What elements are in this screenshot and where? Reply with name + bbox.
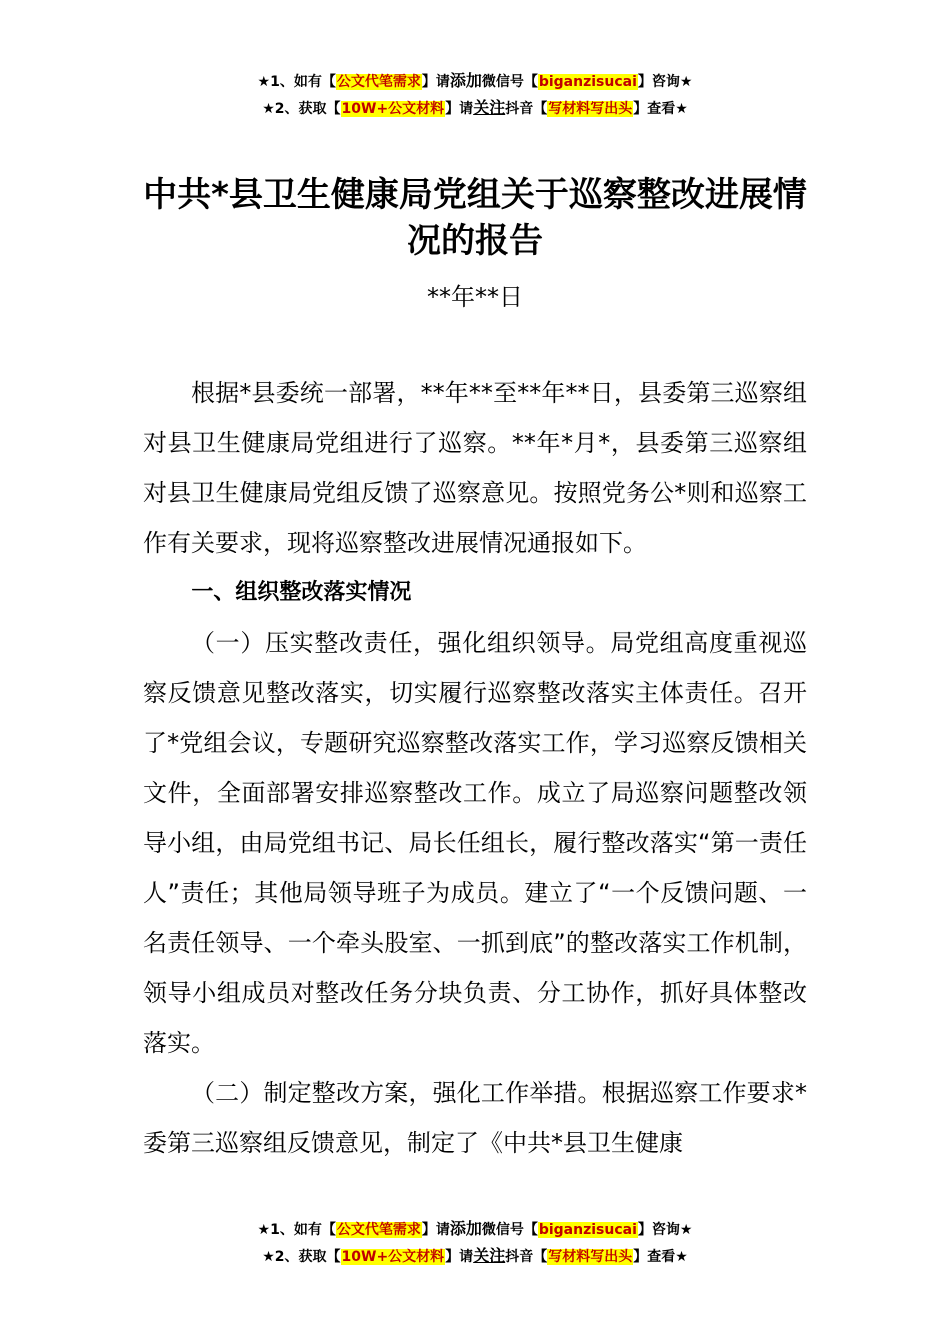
banner-emphasis: 关注 <box>473 98 506 117</box>
banner-text: 】查看★ <box>633 1249 688 1265</box>
document-body <box>143 368 807 1168</box>
banner-emphasis: 关注 <box>473 1246 506 1265</box>
top-banner <box>0 68 950 122</box>
banner-line-1 <box>0 1216 950 1243</box>
banner-text: 抖音【 <box>505 101 548 117</box>
body-paragraph: （一）压实整改责任，强化组织领导。局党组高度重视巡察反馈意见整改落实，切实履行巡察整改落实主体责任。召开了*党组会议，专题研究巡察整改落实工作，学习巡察反馈相关文件，全面部署安排巡察整改工作。成立了局巡察问题整改领导小组，由局党组书记、局长任组长，履行整改落实“第一责任人”责任；其他局领导班子为成员。建立了“一个反馈问题、一名责任领导、一个牵头股室、一抓到底”的整改落实工作机制，领导小组成员对整改任务分块负责、分工协作，抓好具体整改落实。 <box>143 629 807 1057</box>
body-paragraph: （二）制定整改方案，强化工作举措。根据巡察工作要求*委第三巡察组反馈意见，制定了《中共*县卫生健康 <box>143 1079 807 1157</box>
banner-text: ★1、如有【 <box>257 1222 336 1238</box>
banner-text: ★2、获取【 <box>262 1249 341 1265</box>
banner-highlight: 10W+公文材料 <box>341 101 445 117</box>
banner-text: 】查看★ <box>633 101 688 117</box>
banner-highlight-wechat: biganzisucai <box>538 1222 637 1238</box>
banner-text: ★1、如有【 <box>257 74 336 90</box>
banner-highlight: 公文代笔需求 <box>336 74 421 90</box>
banner-text: 】咨询★ <box>637 74 693 90</box>
section-heading: 一、组织整改落实情况 <box>191 580 412 605</box>
banner-text: 】请 <box>421 74 450 90</box>
banner-emphasis: 添加 <box>449 1219 482 1238</box>
banner-text: 微信号【 <box>481 1222 538 1238</box>
document-date: **年**日 <box>427 283 523 311</box>
banner-highlight-wechat: biganzisucai <box>538 74 637 90</box>
banner-text: 】请 <box>445 101 474 117</box>
banner-highlight-douyin: 写材料写出头 <box>548 101 633 117</box>
banner-text: 抖音【 <box>505 1249 548 1265</box>
document-title: 中共*县卫生健康局党组关于巡察整改进展情况的报告 <box>143 175 807 261</box>
banner-line-2 <box>0 95 950 122</box>
banner-highlight: 10W+公文材料 <box>341 1249 445 1265</box>
banner-text: 】请 <box>445 1249 474 1265</box>
banner-emphasis: 添加 <box>449 71 482 90</box>
banner-text: 微信号【 <box>481 74 538 90</box>
intro-paragraph: 根据*县委统一部署，**年**至**年**日，县委第三巡察组对县卫生健康局党组进行了巡察。**年*月*，县委第三巡察组对县卫生健康局党组反馈了巡察意见。按照党务公*则和巡察工作有关要求，现将巡察整改进展情况通报如下。 <box>143 379 807 557</box>
banner-text: 】咨询★ <box>637 1222 693 1238</box>
banner-highlight: 公文代笔需求 <box>336 1222 421 1238</box>
bottom-banner <box>0 1216 950 1270</box>
banner-line-2 <box>0 1243 950 1270</box>
banner-highlight-douyin: 写材料写出头 <box>548 1249 633 1265</box>
banner-line-1 <box>0 68 950 95</box>
banner-text: 】请 <box>421 1222 450 1238</box>
banner-text: ★2、获取【 <box>262 101 341 117</box>
